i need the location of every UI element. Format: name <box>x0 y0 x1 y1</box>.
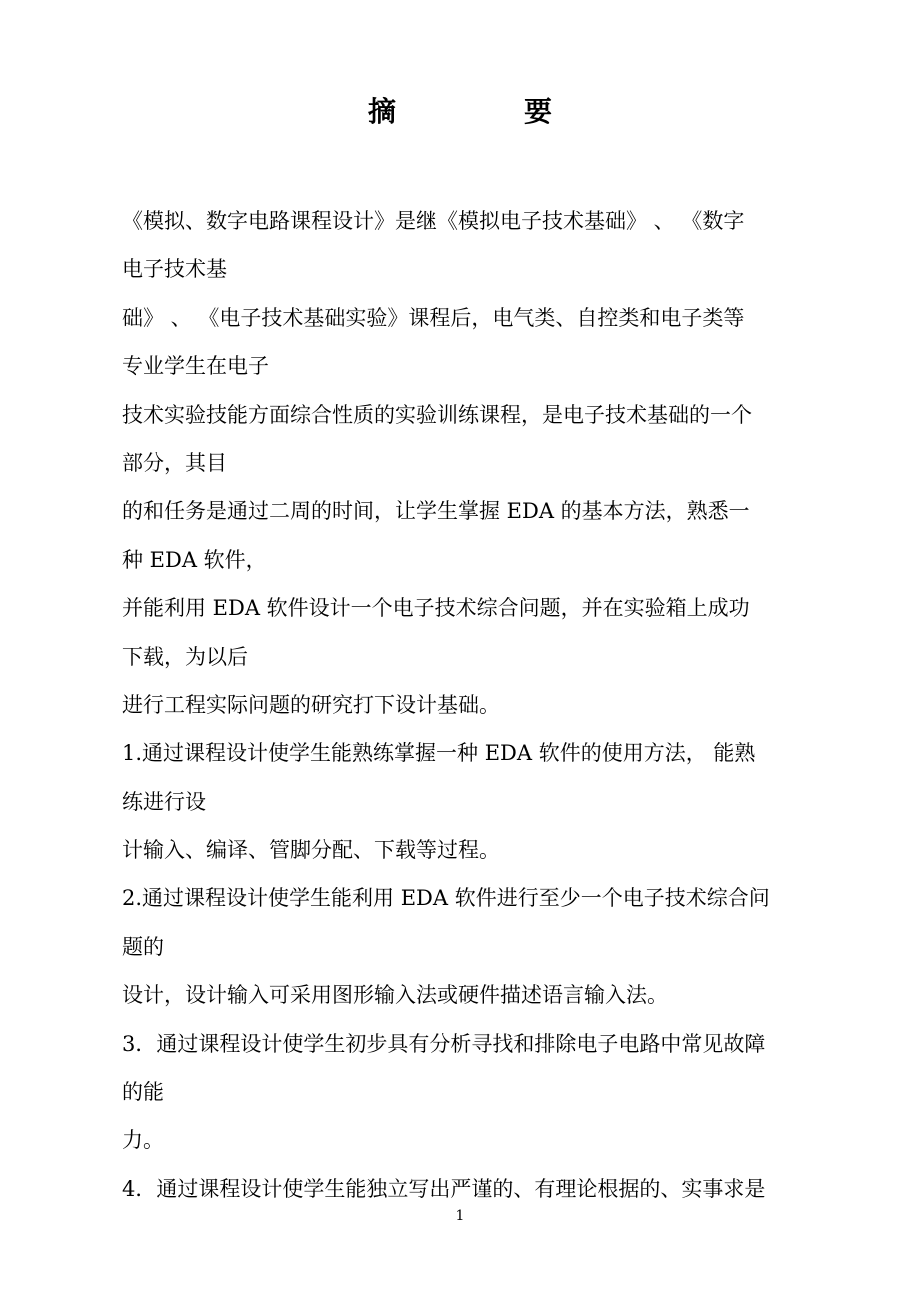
text-line: 1.通过课程设计使学生能熟练掌握一种 EDA 软件的使用方法， 能熟 <box>122 741 756 766</box>
text-line: 2.通过课程设计使学生能利用 EDA 软件进行至少一个电子技术综合问 <box>122 886 770 911</box>
abstract-body <box>122 197 812 1213</box>
text-line: 的能 <box>122 1080 164 1105</box>
text-line: 专业学生在电子 <box>122 354 269 379</box>
text-line: 题的 <box>122 934 164 959</box>
text-line: 3．通过课程设计使学生初步具有分析寻找和排除电子电路中常见故障 <box>122 1031 766 1056</box>
text-line: 部分，其目 <box>122 450 227 475</box>
page-number: 1 <box>455 1208 465 1224</box>
text-line: 技术实验技能方面综合性质的实验训练课程，是电子技术基础的一个 <box>122 402 752 427</box>
text-line: 计输入、编译、管脚分配、下载等过程。 <box>122 838 500 863</box>
text-line: 下载，为以后 <box>122 644 248 669</box>
text-line: 的和任务是通过二周的时间，让学生掌握 EDA 的基本方法，熟悉一 <box>122 499 750 524</box>
page-title: 摘 要 <box>367 95 602 128</box>
text-line: 电子技术基 <box>122 257 227 282</box>
text-line: 《模拟、数字电路课程设计》是继《模拟电子技术基础》 、 《数字 <box>122 209 745 233</box>
text-line: 设计，设计输入可采用图形输入法或硬件描述语言输入法。 <box>122 983 668 1008</box>
text-line: 进行工程实际问题的研究打下设计基础。 <box>122 692 500 717</box>
text-line: 种 EDA 软件， <box>122 547 267 572</box>
text-line: 练进行设 <box>122 789 206 814</box>
text-line: 4．通过课程设计使学生能独立写出严谨的、有理论根据的、实事求是 <box>122 1176 766 1201</box>
text-line: 力。 <box>122 1128 164 1153</box>
text-line: 础》 、 《电子技术基础实验》课程后，电气类、自控类和电子类等 <box>122 305 745 330</box>
text-line: 并能利用 EDA 软件设计一个电子技术综合问题，并在实验箱上成功 <box>122 596 750 621</box>
